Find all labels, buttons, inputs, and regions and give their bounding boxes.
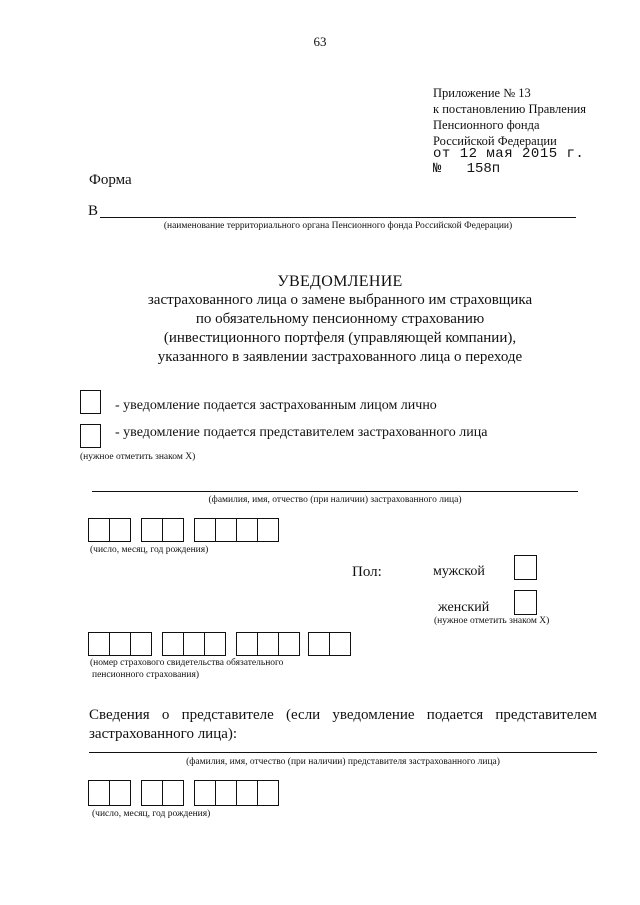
representative-fio-caption: (фамилия, имя, отчество (при наличии) представителя застрахованного лица) [186,757,500,767]
birth-month-cells[interactable] [141,518,184,542]
representative-fio-field[interactable] [89,752,597,753]
representative-submission-checkbox[interactable] [80,424,101,448]
rep-birth-month-cells[interactable] [141,780,184,806]
birth-day-cells[interactable] [88,518,131,542]
birth-year-cells[interactable] [194,518,279,542]
appendix-line: Приложение № 13 [433,86,531,100]
organ-caption: (наименование территориального органа Пенсионного фонда Российской Федерации) [163,221,513,231]
title-line: по обязательному пенсионному страхованию [195,311,485,327]
snils-cells-3[interactable] [236,632,300,656]
rep-birth-day-cells[interactable] [88,780,131,806]
male-checkbox[interactable] [514,555,537,580]
title-line: (инвестиционного портфеля (управляющей компании), [163,330,517,346]
rep-birth-caption: (число, месяц, год рождения) [92,809,211,819]
rep-birth-year-cells[interactable] [194,780,279,806]
appendix-header [433,85,633,149]
representative-heading: Сведения о представителе (если уведомление подается представителем застрахованного лица): [89,707,597,742]
option-representative-label: - уведомление подается представителем застрахованного лица [115,425,488,440]
page-number: 63 [313,34,327,49]
mark-note: (нужное отметить знаком Х) [80,452,196,462]
appendix-line: Пенсионного фонда [433,118,540,132]
female-checkbox[interactable] [514,590,537,615]
snils-cells-4[interactable] [308,632,351,656]
female-label: женский [438,600,490,615]
insured-fio-caption: (фамилия, имя, отчество (при наличии) застрахованного лица) [208,495,462,505]
personal-submission-checkbox[interactable] [80,390,101,414]
sex-label: Пол: [352,564,382,580]
title-line: застрахованного лица о замене выбранного им страховщика [147,292,533,308]
appendix-date: от 12 мая 2015 г. [433,146,585,162]
document-title [80,272,600,367]
snils-caption [90,657,283,681]
insured-fio-field[interactable] [92,491,578,492]
option-personal-label: - уведомление подается застрахованным лицом лично [115,398,437,413]
male-label: мужской [433,564,485,579]
appendix-line: Российской Федерации [433,134,557,148]
snils-caption-line: пенсионного страхования) [92,670,200,680]
birth-caption: (число, месяц, год рождения) [90,545,209,555]
sex-note: (нужное отметить знаком Х) [434,616,550,626]
title-main: УВЕДОМЛЕНИЕ [277,273,403,290]
title-line: указанного в заявлении застрахованного лица о переходе [157,349,523,365]
to-prefix: В [88,203,99,219]
appendix-number: № 158п [433,161,501,177]
snils-caption-line: (номер страхового свидетельства обязательного [90,658,284,668]
organ-name-field[interactable] [100,217,576,218]
snils-cells-2[interactable] [162,632,226,656]
appendix-line: к постановлению Правления [433,102,586,116]
snils-cells-1[interactable] [88,632,152,656]
form-label: Форма [89,172,132,188]
